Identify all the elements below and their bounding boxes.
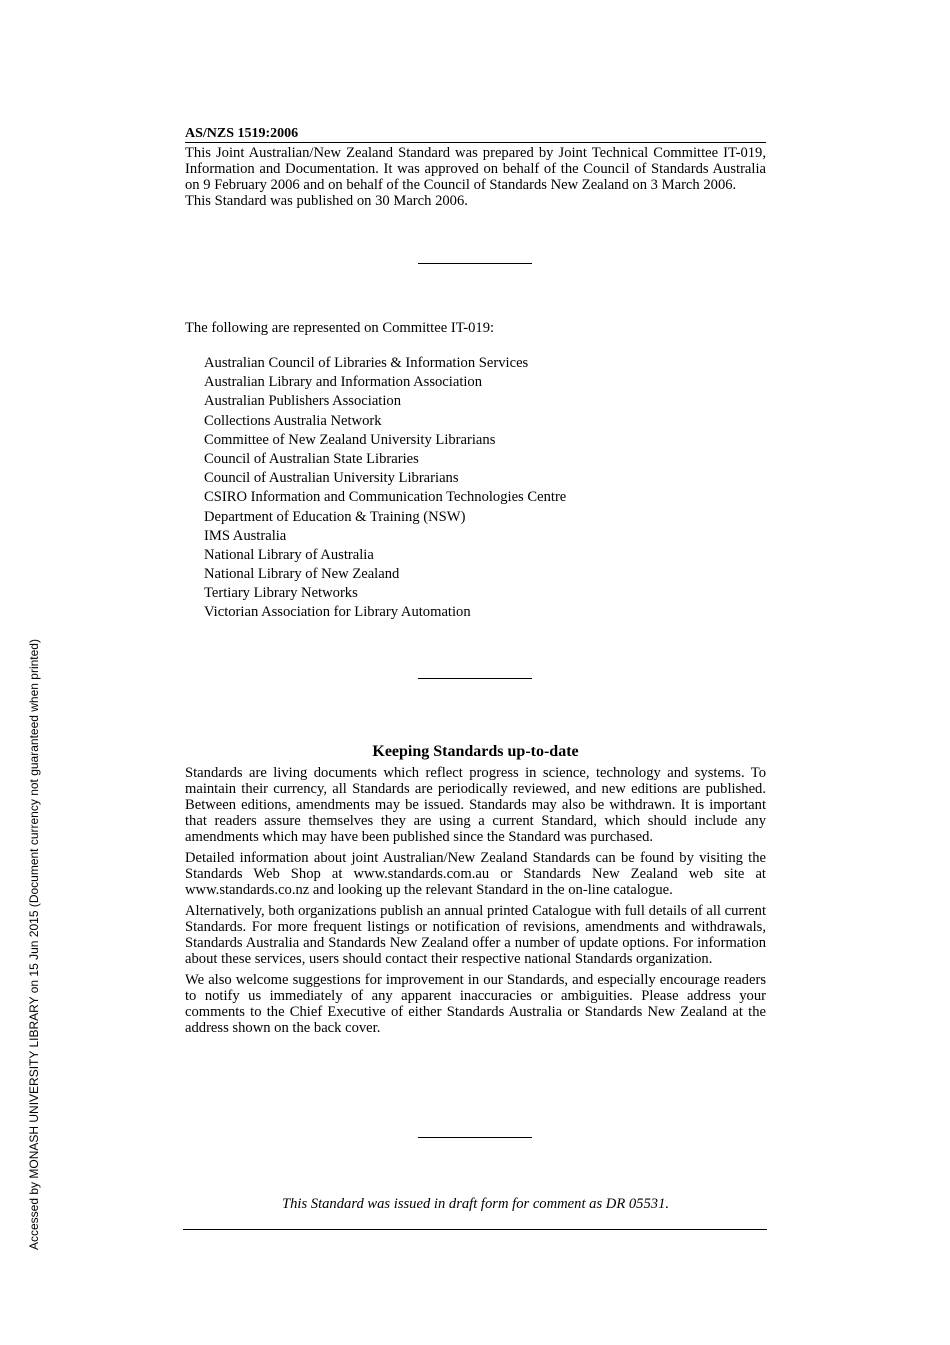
body-paragraph: Alternatively, both organizations publish an annual printed Catalogue with full details of all current Standards. For more frequent listings or notification of revisions, amendments and withdrawals, Standards Australia and Standards New Zealand offer a number of update options. For information about these services, users should contact their respective national Standards organization.: [185, 903, 766, 967]
list-item: Australian Publishers Association: [204, 393, 402, 410]
list-item: Australian Library and Information Association: [204, 374, 483, 391]
list-item: National Library of Australia: [204, 546, 374, 563]
publication-date-line: This Standard was published on 30 March 2006.: [185, 193, 468, 209]
preparation-paragraph: This Joint Australian/New Zealand Standard was prepared by Joint Technical Committee IT-019, Information and Documentation. It was approved on behalf of the Council of Standards Australia on 9 February 2006 and on behalf of the Council of Standards New Zealand on 3 March 2006.: [185, 145, 766, 193]
list-item: Tertiary Library Networks: [204, 585, 358, 602]
list-item: CSIRO Information and Communication Technologies Centre: [204, 489, 567, 506]
keeping-up-to-date-body: [185, 765, 766, 1041]
draft-note: This Standard was issued in draft form for comment as DR 05531.: [281, 1196, 670, 1212]
access-watermark: Accessed by MONASH UNIVERSITY LIBRARY on 15 Jun 2015 (Document currency not guaranteed when printed): [27, 639, 41, 1250]
preparation-statement: [185, 145, 766, 209]
body-paragraph: Detailed information about joint Australian/New Zealand Standards can be found by visiting the Standards Web Shop at www.standards.com.au or Standards New Zealand web site at www.standards.co.nz and looking up the relevant Standard in the on-line catalogue.: [185, 850, 766, 898]
list-item: Victorian Association for Library Automation: [204, 604, 471, 621]
document-id: AS/NZS 1519:2006: [185, 126, 766, 143]
section-divider: [418, 678, 532, 679]
section-heading: Keeping Standards up-to-date: [372, 743, 579, 760]
committee-intro: The following are represented on Committee IT-019:: [185, 320, 495, 336]
list-item: Department of Education & Training (NSW): [204, 508, 466, 525]
list-item: Collections Australia Network: [204, 412, 382, 429]
section-divider: [418, 1137, 532, 1138]
body-paragraph: We also welcome suggestions for improvement in our Standards, and especially encourage readers to notify us immediately of any apparent inaccuracies or ambiguities. Please address your comments to the Chief Executive of either Standards Australia or Standards New Zealand at the address shown on the back cover.: [185, 972, 766, 1036]
section-divider: [418, 263, 532, 264]
bottom-rule: [183, 1229, 767, 1230]
list-item: Committee of New Zealand University Librarians: [204, 431, 496, 448]
list-item: National Library of New Zealand: [204, 566, 400, 583]
list-item: Australian Council of Libraries & Information Services: [204, 355, 529, 371]
committee-members-list: [204, 354, 566, 623]
list-item: Council of Australian State Libraries: [204, 450, 419, 467]
list-item: Council of Australian University Librarians: [204, 470, 459, 487]
body-paragraph: Standards are living documents which reflect progress in science, technology and systems. To maintain their currency, all Standards are periodically reviewed, and new editions are published. Between editions, amendments may be issued. Standards may also be withdrawn. It is important that readers assure themselves they are using a current Standard, which should include any amendments which may have been published since the Standard was purchased.: [185, 765, 766, 845]
list-item: IMS Australia: [204, 527, 287, 544]
